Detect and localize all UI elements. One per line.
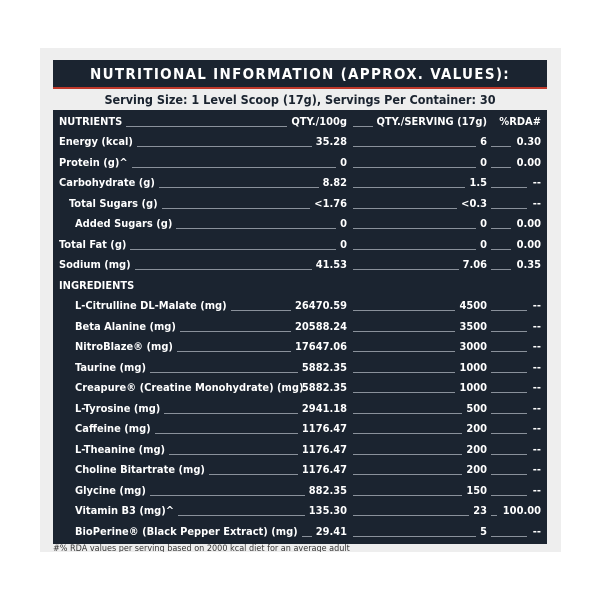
value-per-serving: 200 [466, 442, 487, 456]
leader-line [177, 351, 291, 352]
ingredient-row [53, 419, 547, 439]
label: Beta Alanine (mg) [75, 319, 176, 333]
value-rda: -- [532, 360, 541, 374]
leader-line [353, 269, 459, 270]
ingredient-row [53, 296, 547, 316]
value-per-serving: 0 [480, 217, 487, 230]
footnote: #% RDA values per serving based on 2000 kcal diet for an average adult [53, 544, 350, 552]
value-rda: 0.30 [516, 135, 541, 148]
nutrient-row [53, 255, 547, 275]
label: Vitamin B3 (mg)^ [75, 504, 175, 517]
value-per-100g: 26470.59 [295, 299, 347, 312]
ingredient-row [53, 481, 547, 501]
leader-line [353, 126, 373, 127]
leader-line [491, 495, 527, 496]
value-per-serving: 3000 [459, 340, 487, 353]
value-per-100g: 1176.47 [301, 442, 347, 456]
value-rda: -- [532, 196, 541, 210]
leader-line [353, 249, 476, 250]
label: Total Sugars (g) [69, 196, 158, 210]
leader-line [353, 208, 457, 209]
leader-line [178, 515, 305, 516]
leader-line [176, 228, 336, 229]
leader-line [132, 167, 336, 168]
value-per-100g: 0 [340, 217, 347, 230]
value-per-100g: 20588.24 [295, 319, 347, 333]
value-per-100g: 1176.47 [301, 463, 347, 476]
value-per-serving: 23 [473, 504, 487, 517]
ingredient-row [53, 522, 547, 542]
leader-line [169, 454, 298, 455]
leader-line [491, 269, 511, 270]
value-per-100g: 29.41 [315, 524, 347, 538]
header-per100: QTY./100g [291, 115, 347, 128]
value-per-serving: 5 [480, 524, 487, 538]
leader-line [491, 310, 527, 311]
value-per-serving: <0.3 [461, 196, 487, 210]
leader-line [353, 310, 455, 311]
leader-line [150, 372, 298, 373]
header-perserving: QTY./SERVING (17g) [376, 115, 487, 128]
ingredient-row [53, 317, 547, 337]
value-per-serving: 0 [480, 155, 487, 169]
leader-line [353, 515, 469, 516]
leader-line [491, 536, 527, 537]
leader-line [491, 228, 511, 229]
nutrition-panel [40, 48, 561, 552]
serving-size: Serving Size: 1 Level Scoop (17g), Servings Per Container: 30 [104, 92, 496, 107]
value-rda: -- [532, 340, 541, 353]
label: Taurine (mg) [75, 360, 146, 374]
leader-line [150, 495, 305, 496]
leader-line [162, 208, 310, 209]
leader-line [491, 146, 511, 147]
value-per-100g: 41.53 [315, 258, 347, 271]
label: Choline Bitartrate (mg) [75, 463, 205, 476]
ingredient-row [53, 378, 547, 398]
panel-title: NUTRITIONAL INFORMATION (APPROX. VALUES): [89, 64, 511, 83]
header-rda: %RDA# [499, 115, 541, 128]
value-per-serving: 1000 [459, 360, 487, 374]
leader-line [126, 126, 287, 127]
ingredients-header: INGREDIENTS [59, 278, 135, 292]
leader-line [491, 187, 527, 188]
ingredient-row [53, 399, 547, 419]
value-per-100g: 8.82 [322, 176, 347, 189]
value-rda: 0.35 [516, 258, 541, 271]
nutrient-row [53, 132, 547, 152]
leader-line [130, 249, 336, 250]
leader-line [353, 167, 476, 168]
table-header-row [53, 112, 547, 132]
value-per-serving: 4500 [459, 299, 487, 312]
label: L-Theanine (mg) [75, 442, 166, 456]
value-rda: -- [532, 319, 541, 333]
label: L-Citrulline DL-Malate (mg) [75, 299, 227, 312]
value-rda: -- [532, 524, 541, 538]
label: Sodium (mg) [59, 258, 131, 271]
value-per-100g: 5882.35 [301, 360, 347, 374]
leader-line [491, 249, 511, 250]
label: L-Tyrosine (mg) [75, 401, 161, 415]
nutrient-row [53, 173, 547, 193]
value-rda: -- [532, 299, 541, 312]
ingredient-row [53, 440, 547, 460]
ingredients-header-row [53, 276, 547, 296]
value-rda: 0.00 [516, 237, 541, 251]
label: Protein (g)^ [59, 155, 128, 169]
leader-line [353, 454, 462, 455]
leader-line [353, 536, 476, 537]
leader-line [209, 474, 298, 475]
value-per-100g: 135.30 [308, 504, 347, 517]
leader-line [491, 372, 527, 373]
label: NitroBlaze® (mg) [75, 340, 173, 353]
leader-line [353, 187, 465, 188]
leader-line [353, 372, 455, 373]
title-bar [53, 60, 547, 87]
leader-line [231, 310, 291, 311]
label: Creapure® (Creatine Monohydrate) (mg) [75, 381, 304, 394]
value-per-serving: 1000 [459, 381, 487, 394]
leader-line [491, 392, 527, 393]
value-rda: 0.00 [516, 155, 541, 169]
value-rda: -- [532, 381, 541, 394]
value-per-serving: 200 [466, 422, 487, 435]
value-per-serving: 200 [466, 463, 487, 476]
value-rda: -- [532, 442, 541, 456]
leader-line [164, 413, 298, 414]
leader-line [353, 331, 455, 332]
nutrient-row [53, 214, 547, 234]
value-rda: -- [532, 422, 541, 435]
leader-line [353, 495, 462, 496]
leader-line [353, 413, 462, 414]
leader-line [137, 146, 312, 147]
value-per-serving: 7.06 [462, 258, 487, 271]
leader-line [353, 392, 455, 393]
leader-line [491, 167, 511, 168]
nutrient-row [53, 235, 547, 255]
value-rda: -- [532, 463, 541, 476]
leader-line [353, 228, 476, 229]
leader-line [491, 413, 527, 414]
value-per-serving: 0 [480, 237, 487, 251]
leader-line [302, 536, 312, 537]
value-rda: 0.00 [516, 217, 541, 230]
value-per-100g: 17647.06 [295, 340, 347, 353]
leader-line [353, 433, 462, 434]
nutrient-row [53, 153, 547, 173]
leader-line [155, 433, 298, 434]
label: Glycine (mg) [75, 483, 146, 497]
value-rda: -- [532, 483, 541, 497]
value-per-100g: 0 [340, 155, 347, 169]
ingredient-row [53, 460, 547, 480]
value-rda: -- [532, 176, 541, 189]
ingredient-row [53, 358, 547, 378]
leader-line [491, 351, 527, 352]
label: Energy (kcal) [59, 135, 133, 148]
value-per-100g: 1176.47 [301, 422, 347, 435]
value-per-serving: 6 [480, 135, 487, 148]
header-nutrients: NUTRIENTS [59, 115, 123, 128]
label: Carbohydrate (g) [59, 176, 155, 189]
leader-line [135, 269, 312, 270]
value-per-100g: 882.35 [308, 483, 347, 497]
leader-line [491, 474, 527, 475]
ingredient-row [53, 337, 547, 357]
value-rda: -- [532, 401, 541, 415]
nutrition-table [53, 110, 547, 544]
label: Total Fat (g) [59, 237, 127, 251]
value-per-serving: 500 [466, 401, 487, 415]
leader-line [180, 331, 291, 332]
label: BioPerine® (Black Pepper Extract) (mg) [75, 524, 298, 538]
leader-line [353, 146, 476, 147]
leader-line [491, 331, 527, 332]
value-per-serving: 3500 [459, 319, 487, 333]
value-per-100g: 2941.18 [301, 401, 347, 415]
leader-line [491, 208, 527, 209]
nutrient-row [53, 194, 547, 214]
leader-line [353, 474, 462, 475]
value-per-serving: 1.5 [469, 176, 487, 189]
leader-line [491, 515, 497, 516]
leader-line [159, 187, 319, 188]
value-per-100g: 0 [340, 237, 347, 251]
leader-line [353, 351, 455, 352]
value-per-100g: 35.28 [315, 135, 347, 148]
value-rda: 100.00 [502, 504, 541, 517]
label: Added Sugars (g) [75, 217, 173, 230]
leader-line [491, 454, 527, 455]
label: Caffeine (mg) [75, 422, 151, 435]
value-per-100g: <1.76 [314, 196, 347, 210]
leader-line [491, 433, 527, 434]
value-per-100g: 5882.35 [301, 381, 347, 394]
value-per-serving: 150 [466, 483, 487, 497]
ingredient-row [53, 501, 547, 521]
